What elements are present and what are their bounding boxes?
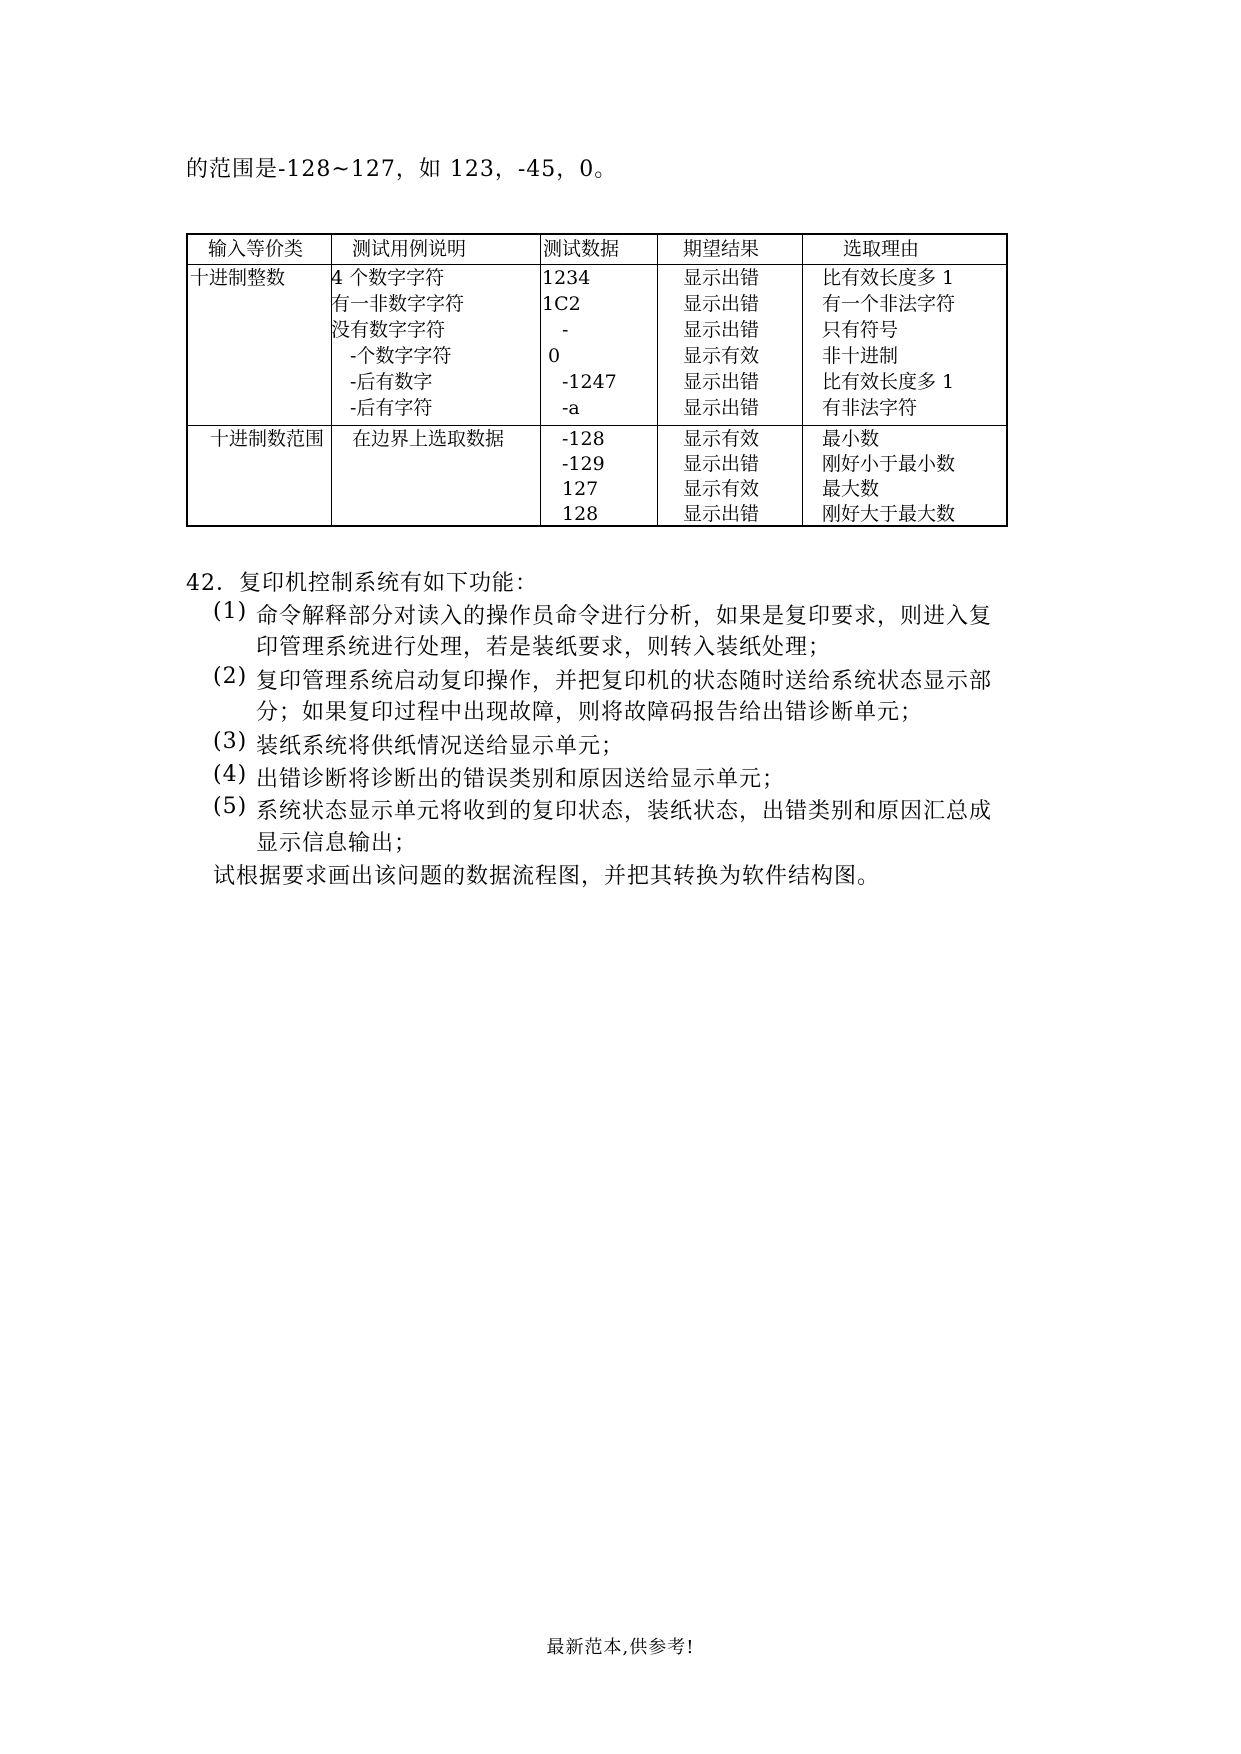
item-text: 系统状态显示单元将收到的复印状态，装纸状态，出错类别和原因汇总成 — [256, 799, 993, 824]
table-row-desc: -后有字符 — [350, 397, 433, 419]
table-row-desc: 没有数字字符 — [331, 319, 446, 341]
table-row-desc: 有一非数字字符 — [331, 293, 465, 315]
table-row-reason: 比有效长度多 1 — [822, 267, 955, 289]
table-row-result: 显示出错 — [683, 453, 760, 475]
table-row-desc: -个数字字符 — [350, 345, 452, 367]
table-row-desc: 4 个数字字符 — [331, 267, 445, 289]
table-row-result: 显示有效 — [683, 478, 760, 500]
table-row-result: 显示出错 — [683, 371, 760, 393]
group-class-label: 十进制数范围 — [210, 428, 325, 450]
header-test-data: 测试数据 — [543, 238, 620, 260]
question-closing: 试根据要求画出该问题的数据流程图，并把其转换为软件结构图。 — [213, 864, 881, 889]
page-footer: 最新范本,供参考! — [546, 1637, 695, 1658]
item-number: (5) — [213, 794, 248, 819]
table-row-reason: 最小数 — [822, 428, 880, 450]
table-row-data: -a — [562, 397, 580, 419]
table-row-reason: 非十进制 — [822, 345, 899, 367]
table-column-divider — [802, 235, 803, 525]
header-input-class: 输入等价类 — [208, 238, 304, 260]
table-row-result: 显示出错 — [683, 267, 760, 289]
table-row-data: 127 — [562, 478, 599, 500]
item-text: 装纸系统将供纸情况送给显示单元； — [256, 734, 625, 759]
item-text: 命令解释部分对读入的操作员命令进行分析，如果是复印要求，则进入复 — [256, 604, 993, 629]
table-row-reason: 刚好大于最大数 — [822, 503, 956, 525]
table-row-result: 显示有效 — [683, 345, 760, 367]
group-class-label: 十进制整数 — [190, 267, 286, 289]
item-text: 出错诊断将诊断出的错误类别和原因送给显示单元； — [256, 767, 786, 792]
item-number: (4) — [213, 762, 248, 787]
table-row-result: 显示出错 — [683, 397, 760, 419]
table-row-result: 显示出错 — [683, 293, 760, 315]
table-row-result: 显示出错 — [683, 503, 760, 525]
item-number: (3) — [213, 729, 248, 754]
table-column-divider — [657, 235, 658, 525]
table-row-data: -1247 — [562, 371, 617, 393]
table-row-desc: -后有数字 — [350, 371, 433, 393]
group-desc: 在边界上选取数据 — [352, 428, 505, 450]
question-title: 42．复印机控制系统有如下功能： — [186, 571, 538, 596]
header-case-desc: 测试用例说明 — [352, 238, 467, 260]
table-row-reason: 最大数 — [822, 478, 880, 500]
table-row-data: -128 — [562, 428, 605, 450]
header-reason: 选取理由 — [843, 238, 920, 260]
table-row-data: 1234 — [542, 267, 591, 289]
table-row-result: 显示出错 — [683, 319, 760, 341]
item-text-continued: 显示信息输出； — [256, 831, 418, 856]
item-text: 复印管理系统启动复印操作，并把复印机的状态随时送给系统状态显示部 — [256, 669, 993, 694]
intro-text: 的范围是-128~127，如 123，-45，0。 — [186, 157, 618, 182]
table-row-reason: 只有符号 — [822, 319, 899, 341]
table-column-divider — [540, 235, 541, 525]
item-text-continued: 分；如果复印过程中出现故障，则将故障码报告给出错诊断单元； — [256, 700, 924, 725]
item-number: (2) — [213, 664, 248, 689]
table-row-data: -129 — [562, 453, 605, 475]
table-row-data: - — [562, 319, 569, 341]
item-text-continued: 印管理系统进行处理，若是装纸要求，则转入装纸处理； — [256, 635, 832, 660]
table-row-reason: 刚好小于最小数 — [822, 453, 956, 475]
header-expected-result: 期望结果 — [683, 238, 760, 260]
table-row-result: 显示有效 — [683, 428, 760, 450]
table-row-reason: 有一个非法字符 — [822, 293, 956, 315]
item-number: (1) — [213, 599, 248, 624]
test-case-table — [186, 233, 1008, 527]
table-row-data: 128 — [562, 503, 599, 525]
table-row-reason: 比有效长度多 1 — [822, 371, 955, 393]
table-row-data: 1C2 — [542, 293, 581, 315]
table-row-data: 0 — [548, 345, 561, 367]
table-row-reason: 有非法字符 — [822, 397, 918, 419]
